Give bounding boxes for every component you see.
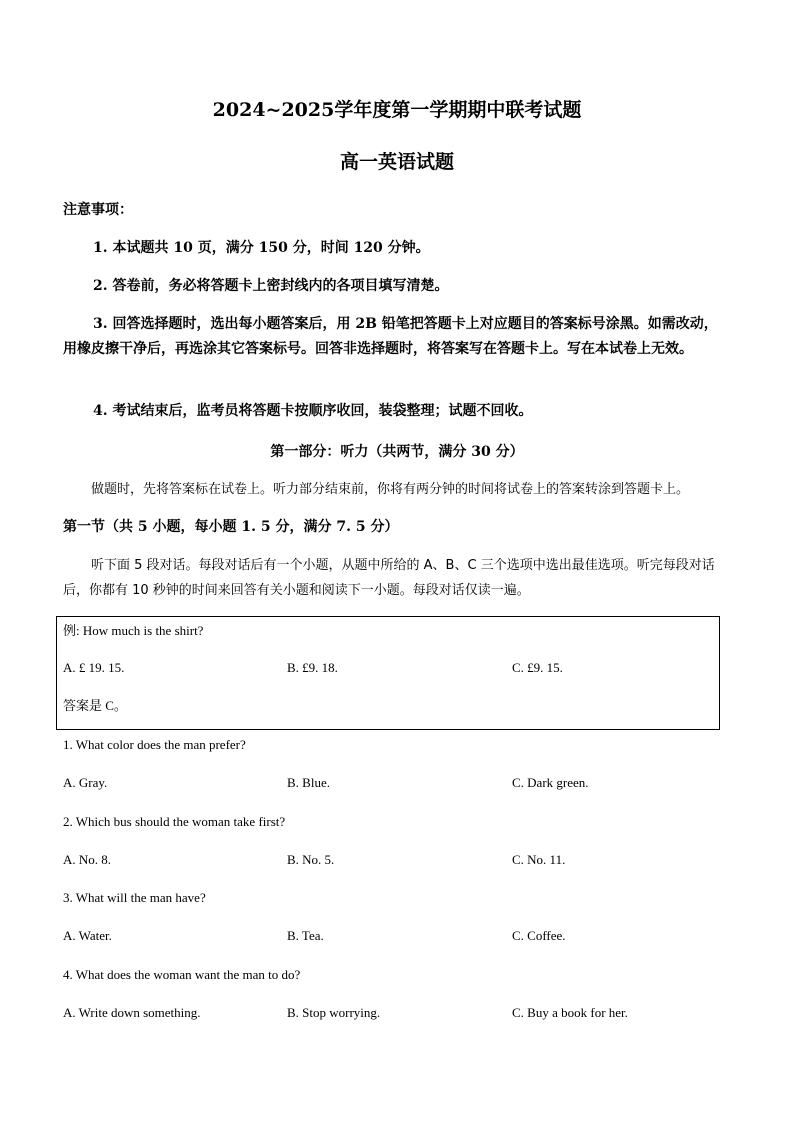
exam-title: 2024~2025学年度第一学期期中联考试题 bbox=[212, 99, 582, 121]
question-1-option-c: C. Dark green. bbox=[512, 775, 589, 790]
section1-instruction: 听下面 5 段对话。每段对话后有一个小题，从题中所给的 A、B、C 三个选项中选出最佳选项。听完每段对话后，你都有 10 秒钟的时间来回答有关小题和阅读下一小题。每段对话仅读一遍。 bbox=[63, 558, 715, 598]
question-3-option-a: A. Water. bbox=[63, 928, 112, 943]
question-2: 2. Which bus should the woman take first? bbox=[63, 814, 286, 829]
part1-instruction: 做题时，先将答案标在试卷上。听力部分结束前，你将有两分钟的时间将试卷上的答案转涂到答题卡上。 bbox=[91, 482, 690, 497]
notice-item-2: 2. 答卷前，务必将答题卡上密封线内的各项目填写清楚。 bbox=[93, 278, 449, 294]
question-3: 3. What will the man have? bbox=[63, 890, 206, 905]
part1-heading: 第一部分：听力（共两节，满分 30 分） bbox=[270, 444, 524, 460]
question-3-option-c: C. Coffee. bbox=[512, 928, 566, 943]
question-2-option-b: B. No. 5. bbox=[287, 852, 335, 867]
notice-heading: 注意事项： bbox=[63, 202, 133, 218]
question-4-option-a: A. Write down something. bbox=[63, 1005, 201, 1020]
question-4-option-b: B. Stop worrying. bbox=[287, 1005, 381, 1020]
question-4: 4. What does the woman want the man to do? bbox=[63, 967, 301, 982]
example-answer: 答案是 C。 bbox=[63, 698, 127, 713]
question-1-option-a: A. Gray. bbox=[63, 775, 108, 790]
question-2-option-a: A. No. 8. bbox=[63, 852, 112, 867]
example-question: 例: How much is the shirt? bbox=[63, 623, 204, 638]
question-1: 1. What color does the man prefer? bbox=[63, 737, 246, 752]
example-option-c: C. £9. 15. bbox=[512, 660, 563, 675]
question-3-option-b: B. Tea. bbox=[287, 928, 324, 943]
example-option-a: A. £ 19. 15. bbox=[63, 660, 125, 675]
example-option-b: B. £9. 18. bbox=[287, 660, 338, 675]
question-4-option-c: C. Buy a book for her. bbox=[512, 1005, 628, 1020]
question-1-option-b: B. Blue. bbox=[287, 775, 330, 790]
question-2-option-c: C. No. 11. bbox=[512, 852, 566, 867]
exam-subtitle: 高一英语试题 bbox=[339, 151, 454, 173]
notice-item-1: 1. 本试题共 10 页，满分 150 分，时间 120 分钟。 bbox=[93, 240, 430, 256]
notice-item-4: 4. 考试结束后，监考员将答题卡按顺序收回，装袋整理；试题不回收。 bbox=[93, 403, 533, 419]
notice-item-3: 3. 回答选择题时，选出每小题答案后，用 2B 铅笔把答题卡上对应题目的答案标号涂黑。如需改动，用橡皮擦干净后，再选涂其它答案标号。回答非选择题时，将答案写在答题卡上。写在本试卷上无效。 bbox=[63, 316, 718, 357]
section1-heading: 第一节（共 5 小题，每小题 1. 5 分，满分 7. 5 分） bbox=[63, 519, 399, 535]
